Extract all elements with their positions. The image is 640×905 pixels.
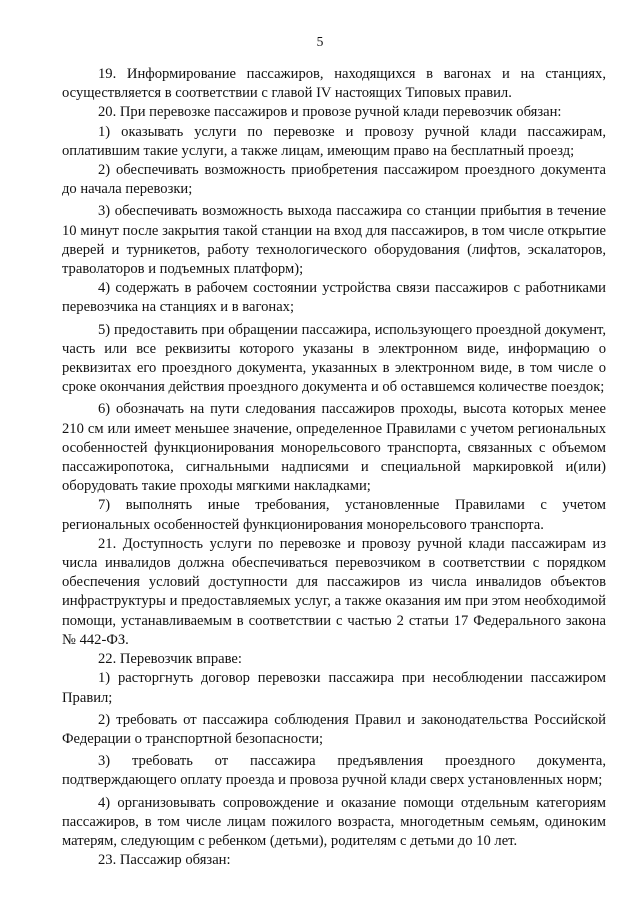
list-item-20-5: 5) предоставить при обращении пассажира, использующего проездной документ, часть или все реквизиты которого указаны в электронном виде, информацию о реквизитах его проездного документа, указанных в электронном виде, в том числе о сроке окончания действия проездного документа и об оставшемся количестве поездок; — [62, 321, 606, 396]
list-item-20-7: 7) выполнять иные требования, установленные Правилами с учетом региональных особенностей функционирования монорельсового транспорта. — [62, 497, 606, 533]
list-item-20-6: 6) обозначать на пути следования пассажиров проходы, высота которых менее 210 см или имеет меньшее значение, определенное Правилами с учетом региональных особенностей функционирования монорельсового транспорта, связанных с объемом пассажиропотока, сигнальными надписями и специальной маркировкой и(или) оборудовать такие проходы мягкими накладками; — [62, 401, 606, 495]
paragraph-20: 20. При перевозке пассажиров и провозе ручной клади перевозчик обязан: — [98, 104, 562, 121]
page-number: 5 — [316, 34, 324, 49]
list-item-20-2: 2) обеспечивать возможность приобретения пассажиром проездного документа до начала перевозки; — [62, 162, 606, 198]
paragraph-23: 23. Пассажир обязан: — [98, 852, 231, 869]
list-item-20-1: 1) оказывать услуги по перевозке и провозу ручной клади пассажирам, оплатившим такие услуги, а также лицам, имеющим право на бесплатный проезд; — [62, 123, 606, 159]
list-item-22-3: 3) требовать от пассажира предъявления проездного документа, подтверждающего оплату проезда и провоза ручной клади сверх установленных норм; — [62, 753, 606, 789]
list-item-20-4: 4) содержать в рабочем состоянии устройства связи пассажиров с работниками перевозчика на станциях и в вагонах; — [62, 280, 606, 316]
list-item-20-3: 3) обеспечивать возможность выхода пассажира со станции прибытия в течение 10 минут после закрытия такой станции на вход для пассажиров, в том числе открытие дверей и турникетов, работу технологического оборудования (лифтов, эскалаторов, траволаторов и подъемных платформ); — [62, 203, 606, 278]
list-item-22-1: 1) расторгнуть договор перевозки пассажира при несоблюдении пассажиром Правил; — [62, 670, 606, 706]
list-item-22-2: 2) требовать от пассажира соблюдения Правил и законодательства Российской Федерации о транспортной безопасности; — [62, 711, 606, 747]
paragraph-21: 21. Доступность услуги по перевозке и провозу ручной клади пассажирам из числа инвалидов должна обеспечиваться перевозчиком в соответствии с порядком обеспечения условий доступности для пассажиров из числа инвалидов объектов инфраструктуры и предоставляемых услуг, а также оказания им при этом необходимой помощи, устанавливаемым в соответствии с частью 2 статьи 17 Федерального закона № 442-ФЗ. — [62, 535, 606, 648]
document-body — [62, 65, 606, 870]
paragraph-19: 19. Информирование пассажиров, находящихся в вагонах и на станциях, осуществляется в соответствии с главой IV настоящих Типовых правил. — [62, 66, 606, 102]
paragraph-22: 22. Перевозчик вправе: — [98, 651, 242, 668]
list-item-22-4: 4) организовывать сопровождение и оказание помощи отдельным категориям пассажиров, в том числе лицам пожилого возраста, многодетным семьям, одиноким матерям, следующим с ребенком (детьми), родителям с детьми до 10 лет. — [62, 794, 606, 849]
